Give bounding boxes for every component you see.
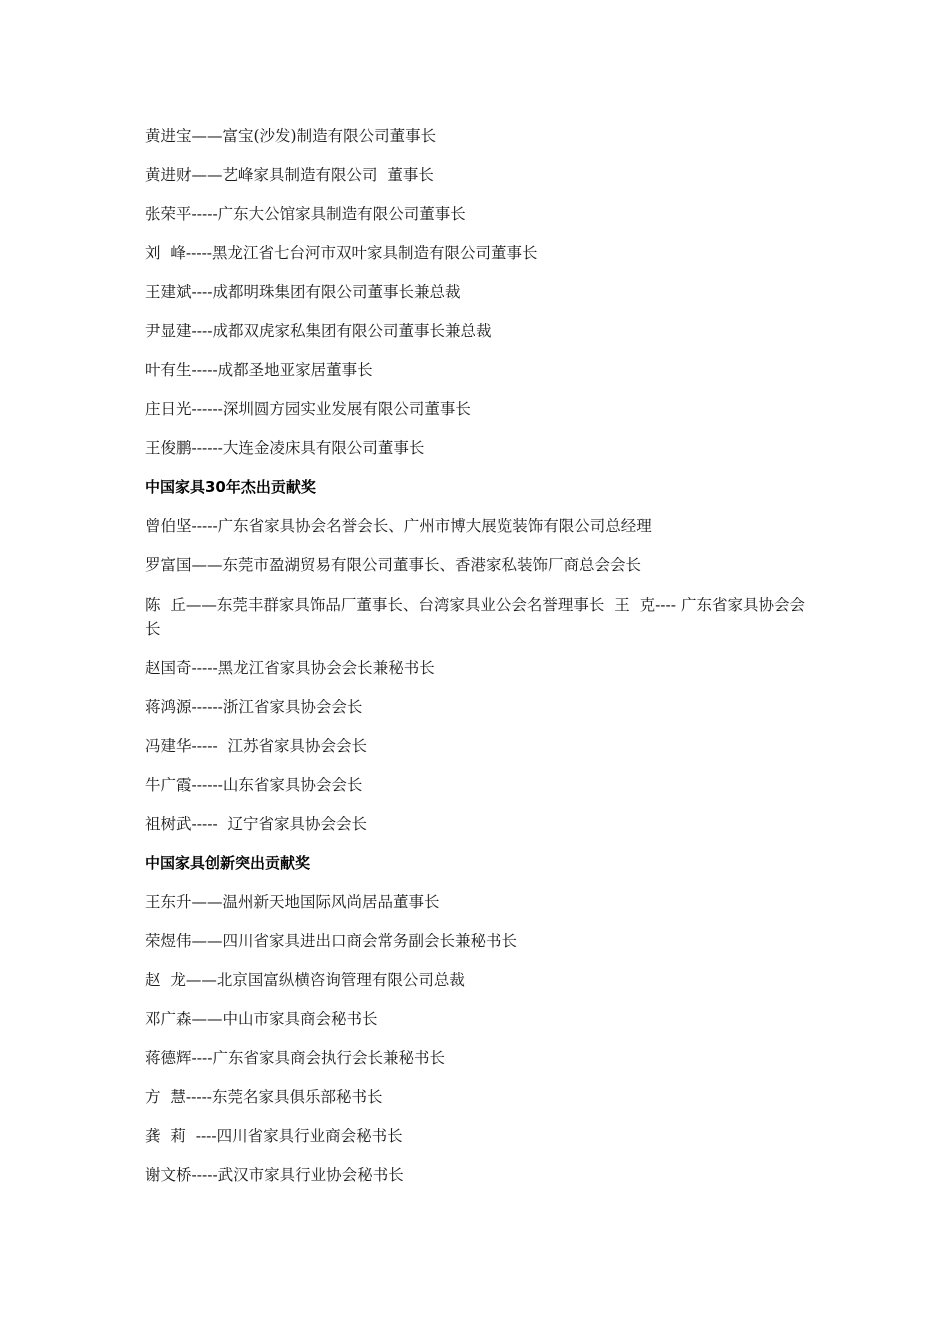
entry-line: 蒋德辉----广东省家具商会执行会长兼秘书长	[145, 1049, 445, 1067]
entry-line: 王建斌----成都明珠集团有限公司董事长兼总裁	[145, 283, 461, 301]
entry-line: 黄进财——艺峰家具制造有限公司 董事长	[145, 166, 434, 184]
entry-line: 庄日光------深圳圆方园实业发展有限公司董事长	[145, 400, 471, 418]
entry-line: 王俊鹏------大连金凌床具有限公司董事长	[145, 439, 425, 457]
entry-line: 陈 丘——东莞丰群家具饰品厂董事长、台湾家具业公会名誉理事长 王 克---- 广东省家具协会会长	[145, 596, 805, 638]
entry-line: 黄进宝——富宝(沙发)制造有限公司董事长	[145, 127, 437, 145]
entry-line: 曾伯坚-----广东省家具协会名誉会长、广州市博大展览装饰有限公司总经理	[145, 517, 652, 535]
entry-line: 赵国奇-----黑龙江省家具协会会长兼秘书长	[145, 659, 435, 677]
entry-line: 王东升——温州新天地国际风尚居品董事长	[145, 893, 440, 911]
section-heading-innovation-award: 中国家具创新突出贡献奖	[145, 854, 311, 872]
entry-line: 牛广霞------山东省家具协会会长	[145, 776, 363, 794]
entry-line: 方 慧-----东莞名家具俱乐部秘书长	[145, 1088, 383, 1106]
entry-line: 龚 莉 ----四川省家具行业商会秘书长	[145, 1127, 403, 1145]
entry-line: 蒋鸿源------浙江省家具协会会长	[145, 698, 363, 716]
entry-line: 邓广森——中山市家具商会秘书长	[145, 1010, 378, 1028]
entry-line: 祖树武----- 辽宁省家具协会会长	[145, 815, 368, 833]
entry-line: 尹显建----成都双虎家私集团有限公司董事长兼总裁	[145, 322, 492, 340]
entry-line: 谢文桥-----武汉市家具行业协会秘书长	[145, 1166, 404, 1184]
entry-line: 叶有生-----成都圣地亚家居董事长	[145, 361, 373, 379]
entry-line: 张荣平-----广东大公馆家具制造有限公司董事长	[145, 205, 466, 223]
entry-line: 刘 峰-----黑龙江省七台河市双叶家具制造有限公司董事长	[145, 244, 538, 262]
document-body	[145, 125, 805, 1203]
entry-line: 罗富国——东莞市盈湖贸易有限公司董事长、香港家私装饰厂商总会会长	[145, 556, 642, 574]
entry-line: 冯建华----- 江苏省家具协会会长	[145, 737, 368, 755]
entry-line: 荣煜伟——四川省家具进出口商会常务副会长兼秘书长	[145, 932, 518, 950]
section-heading-30-year-award: 中国家具30年杰出贡献奖	[145, 478, 316, 496]
entry-line: 赵 龙——北京国富纵横咨询管理有限公司总裁	[145, 971, 465, 989]
